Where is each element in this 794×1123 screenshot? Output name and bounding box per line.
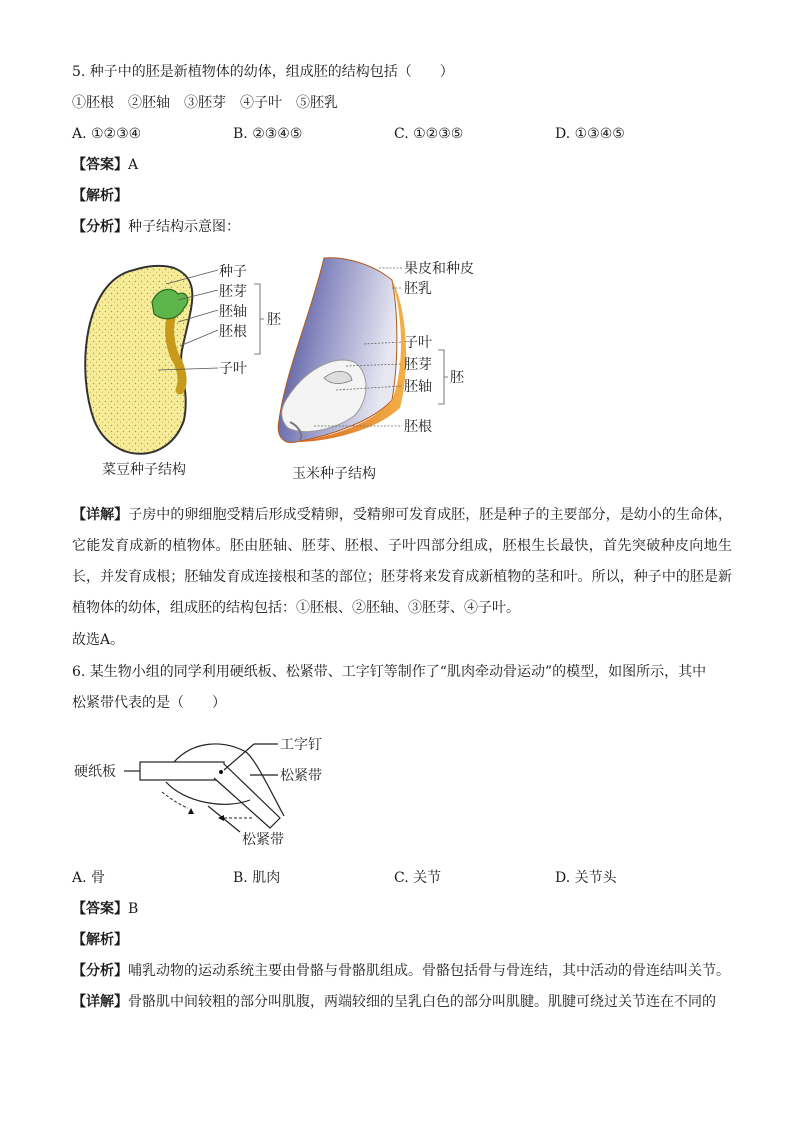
answer-tag: 【答案】 [72,157,128,173]
answer-value: A [128,157,139,173]
bean-label-radicle: 胚根 [219,324,247,340]
q6-answer [72,899,732,919]
detail-text: 骨骼肌中间较粗的部分叫肌腹，两端较细的呈乳白色的部分叫肌腱。肌腱可绕过关节连在不同的 [128,994,716,1010]
q5-detail [72,500,732,624]
label-cardboard: 硬纸板 [74,764,116,780]
q6-detail [72,992,732,1012]
corn-label-plumule: 胚芽 [404,357,432,373]
q6-option-c: C. 关节 [394,870,442,886]
bean-caption: 菜豆种子结构 [102,462,186,478]
muscle-model-figure [74,730,374,855]
q5-conclusion: 故选A。 [72,632,125,648]
answer-tag: 【答案】 [72,901,128,917]
thumbtack-pin [219,770,223,774]
corn-label-pericarp: 果皮和种皮 [404,261,474,277]
q5-analysis-tag: 【解析】 [72,188,128,204]
page-content [72,62,732,237]
fenxi-tag: 【分析】 [72,219,128,235]
label-thumbtack: 工字钉 [280,737,322,753]
q5-option-c: C. ①②③⑤ [394,126,464,142]
corn-label-cotyledon: 子叶 [404,335,432,351]
bean-label-plumule: 胚芽 [219,284,247,300]
seed-structure-figure [74,250,494,490]
q5-stem: 5. 种子中的胚是新植物体的幼体，组成胚的结构包括（ ） [72,64,454,80]
q5-options [72,124,732,144]
q6-block [72,868,732,1012]
q6-stem-1: 6. 某生物小组的同学利用硬纸板、松紧带、工字钉等制作了“肌肉牵动骨运动”的模型，如图所示，其中 [72,664,707,680]
q6-stem-2: 松紧带代表的是（ ） [72,695,226,711]
corn-bracket-label: 胚 [450,370,464,386]
q5-answer [72,155,732,175]
q5-option-a: A. ①②③④ [72,126,142,142]
q6-option-a: A. 骨 [72,870,106,886]
q6-fenxi [72,961,732,981]
arrow-up-icon [188,808,194,814]
bean-label-cotyledon: 子叶 [219,361,247,377]
fenxi-tag: 【分析】 [72,963,128,979]
cardboard-upper [140,762,224,780]
fenxi-text: 种子结构示意图： [128,219,240,235]
q5-detail-block [72,500,732,713]
q5-option-d: D. ①③④⑤ [555,126,625,142]
corn-label-hypocotyl: 胚轴 [404,379,432,395]
corn-caption: 玉米种子结构 [292,466,376,482]
q5-items: ①胚根 ②胚轴 ③胚芽 ④子叶 ⑤胚乳 [72,95,338,111]
label-elastic-bottom: 松紧带 [242,832,284,848]
fenxi-text: 哺乳动物的运动系统主要由骨骼与骨骼肌组成。骨骼包括骨与骨连结，其中活动的骨连结叫关节。 [128,963,730,979]
q6-analysis-tag: 【解析】 [72,932,128,948]
q6-options [72,868,732,888]
detail-tag: 【详解】 [72,507,129,523]
label-elastic-top: 松紧带 [280,768,322,784]
q6-option-d: D. 关节头 [555,870,617,886]
q5-option-b: B. ②③④⑤ [233,126,303,142]
detail-tag: 【详解】 [72,994,128,1010]
answer-value: B [128,901,139,917]
q5-fenxi [72,217,732,237]
bean-bracket-label: 胚 [267,312,281,328]
corn-label-radicle: 胚根 [404,419,432,435]
q6-option-b: B. 肌肉 [233,870,281,886]
corn-label-endosperm: 胚乳 [404,281,432,297]
bean-label-hypocotyl: 胚轴 [219,304,247,320]
detail-text: 子房中的卵细胞受精后形成受精卵，受精卵可发育成胚，胚是种子的主要部分，是幼小的生命体，它能发育成新的植物体。胚由胚轴、胚芽、胚根、子叶四部分组成，胚根生长最快，首先突破种皮向地生长，并发育成根；胚轴发育成连接根和茎的部位；胚芽将来发育成新植物的茎和叶。所以，种子中的胚是新植物体的幼体，组成胚的结构包括：①胚根、②胚轴、③胚芽、④子叶。 [72,507,733,616]
bean-label-seed: 种子 [219,264,247,280]
